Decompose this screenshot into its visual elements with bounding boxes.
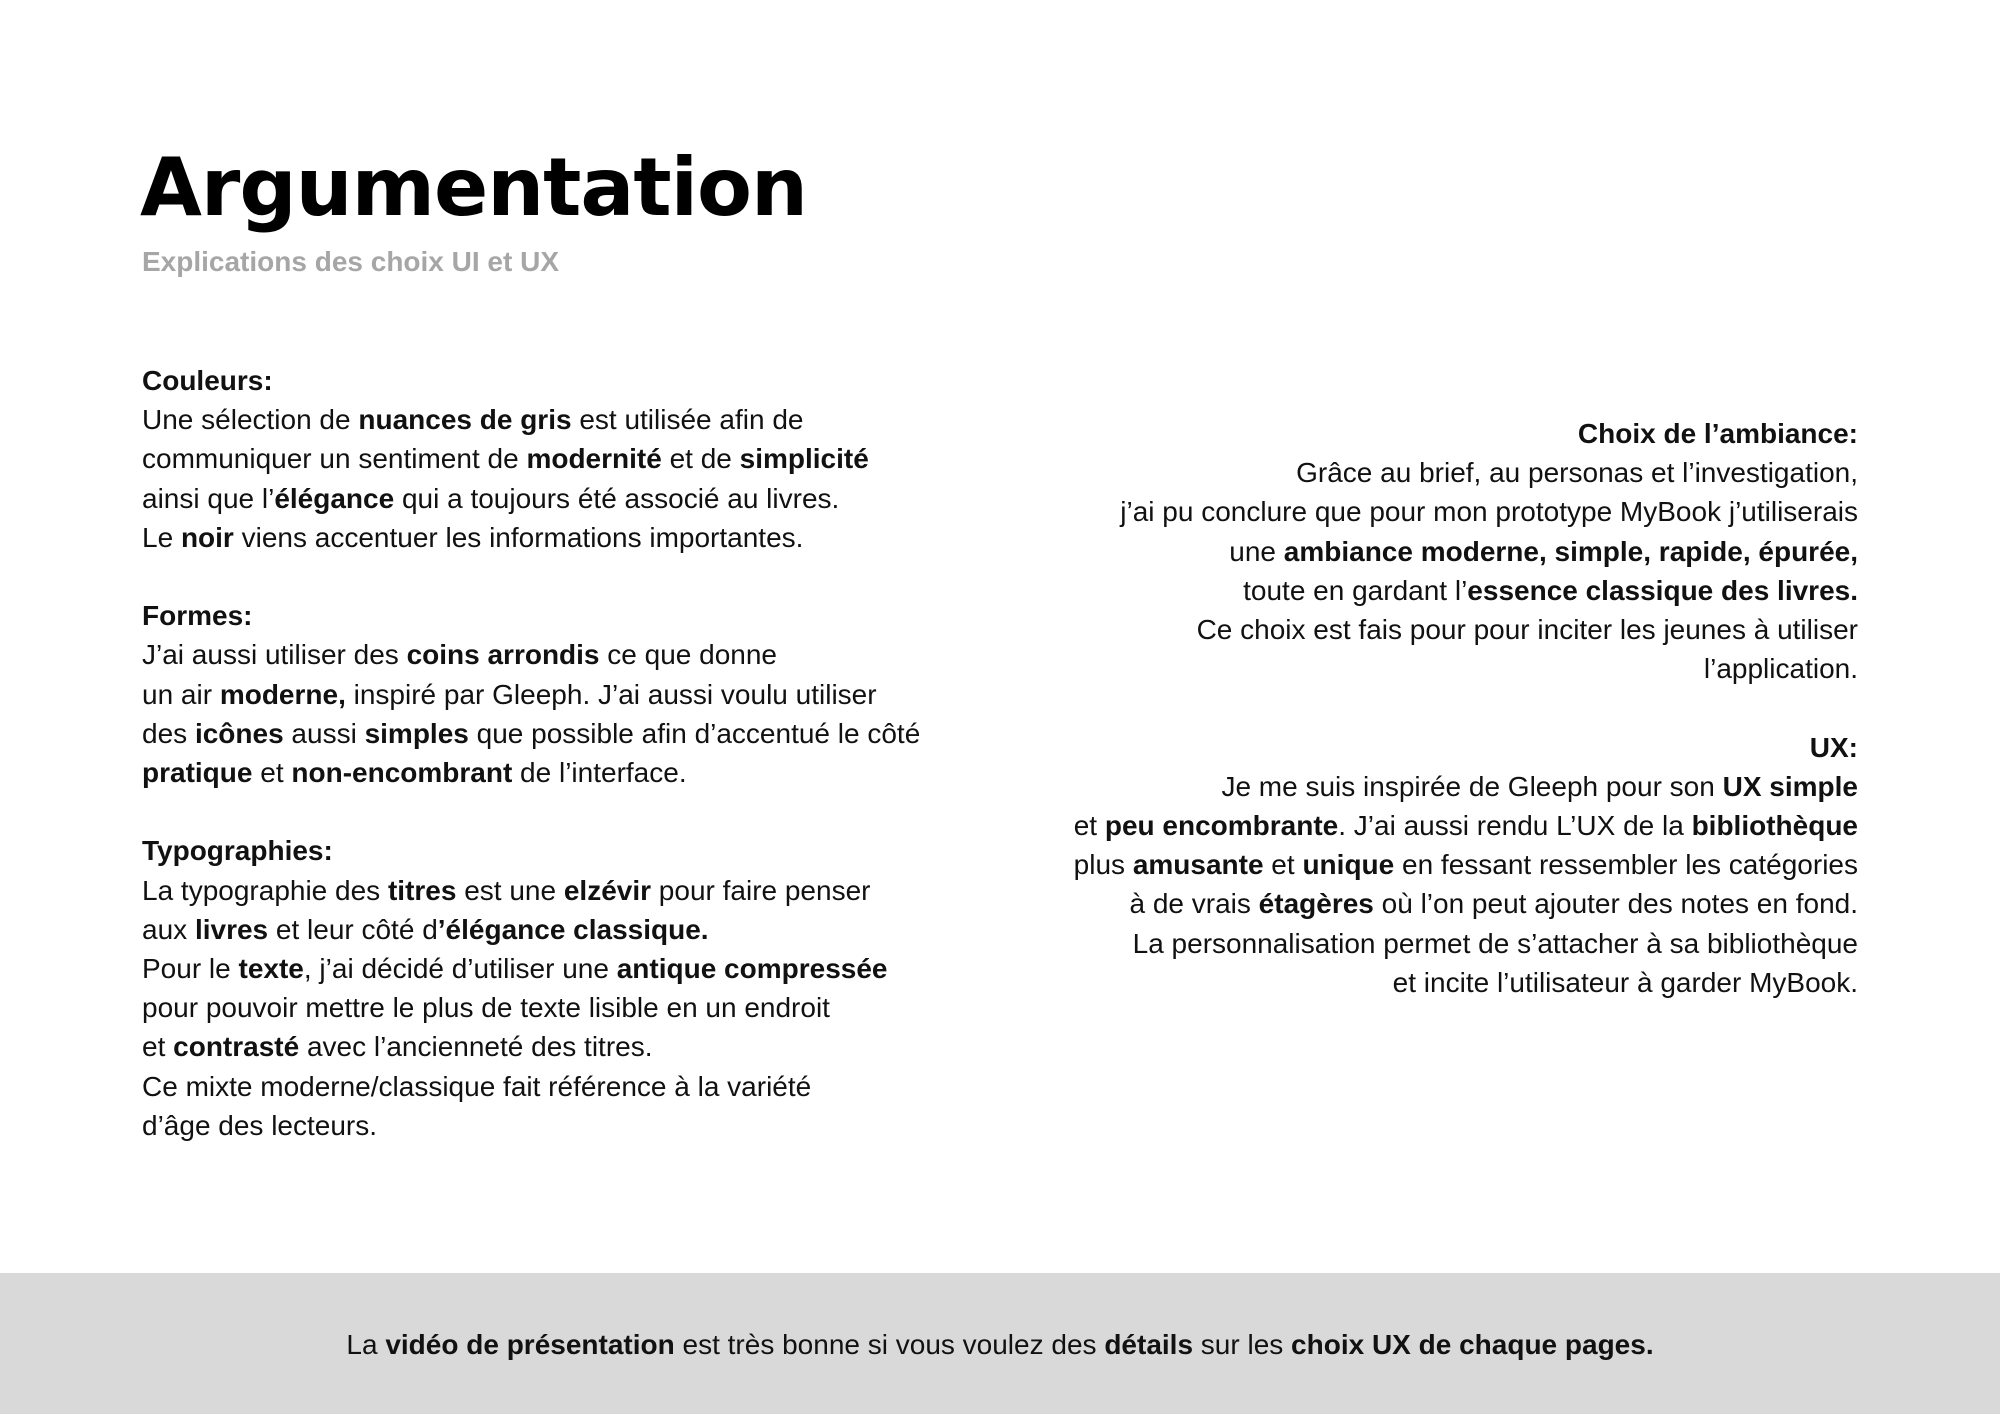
text-line bbox=[142, 439, 1002, 478]
text-segment: inspiré par Gleeph. J’ai aussi voulu utiliser bbox=[345, 678, 877, 710]
text-segment: Une sélection de bbox=[142, 404, 359, 436]
text-segment: en fessant ressembler les catégories bbox=[1394, 849, 1858, 881]
text-segment: que possible afin d’accentué le côté bbox=[468, 717, 921, 749]
text-segment: toute en gardant l’ bbox=[1243, 574, 1468, 606]
section-heading: Formes: bbox=[142, 600, 253, 632]
bold-text-segment: simplicité bbox=[739, 443, 869, 475]
text-segment: une bbox=[1229, 535, 1284, 567]
text-segment: pour faire penser bbox=[651, 874, 871, 906]
text-line bbox=[142, 714, 1002, 753]
text-segment: et de bbox=[661, 443, 740, 475]
bold-text-segment: nuances de gris bbox=[358, 404, 572, 436]
text-segment: , j’ai décidé d’utiliser une bbox=[303, 953, 617, 985]
text-segment: J’ai aussi utiliser des bbox=[142, 639, 407, 671]
bold-text-segment: unique bbox=[1302, 849, 1395, 881]
text-line bbox=[142, 400, 1002, 439]
text-segment: et bbox=[252, 757, 292, 789]
bold-text-segment: texte bbox=[238, 953, 304, 985]
text-segment: aussi bbox=[283, 717, 365, 749]
text-segment: Le bbox=[142, 521, 181, 553]
text-segment: La bbox=[346, 1329, 386, 1360]
bold-text-segment: élégance bbox=[274, 482, 395, 514]
text-line bbox=[980, 924, 1858, 963]
paragraph-spacer bbox=[142, 557, 1002, 596]
text-line bbox=[142, 635, 1002, 674]
text-segment: Pour le bbox=[142, 953, 239, 985]
text-segment: et bbox=[142, 1031, 174, 1063]
text-segment: à de vrais bbox=[1129, 888, 1259, 920]
section-heading: Choix de l’ambiance: bbox=[1577, 418, 1858, 449]
text-segment: qui a toujours été associé au livres. bbox=[394, 482, 840, 514]
bold-text-segment: coins arrondis bbox=[406, 639, 600, 671]
text-line bbox=[142, 871, 1002, 910]
footer-note bbox=[0, 1325, 2000, 1364]
bold-text-segment: essence classique des livres. bbox=[1467, 574, 1858, 606]
text-segment: . J’ai aussi rendu L’UX de la bbox=[1338, 810, 1692, 842]
text-line bbox=[980, 571, 1858, 610]
text-segment: Ce choix est fais pour pour inciter les jeunes à utiliser bbox=[1196, 614, 1858, 646]
bold-text-segment: antique compressée bbox=[616, 953, 888, 985]
text-segment: ce que donne bbox=[599, 639, 777, 671]
section-heading: Couleurs: bbox=[142, 365, 273, 396]
left-text-column bbox=[142, 361, 1002, 1145]
text-segment: l’application. bbox=[1703, 653, 1858, 685]
bold-text-segment: détails bbox=[1104, 1329, 1194, 1360]
footer-band bbox=[0, 1273, 2000, 1414]
bold-text-segment: titres bbox=[387, 874, 457, 906]
text-segment: La typographie des bbox=[142, 874, 388, 906]
text-segment: communiquer un sentiment de bbox=[142, 443, 527, 475]
text-segment: plus bbox=[1073, 849, 1133, 881]
bold-text-segment: vidéo de présentation bbox=[385, 1329, 675, 1360]
text-segment: La personnalisation permet de s’attacher à sa bibliothèque bbox=[1132, 927, 1858, 959]
bold-text-segment: moderne, bbox=[219, 678, 346, 710]
bold-text-segment: livres bbox=[194, 913, 269, 945]
page-title: Argumentation bbox=[140, 141, 807, 234]
text-segment: un air bbox=[142, 678, 220, 710]
text-line bbox=[980, 806, 1858, 845]
bold-text-segment: ’élégance classique. bbox=[437, 913, 709, 945]
text-segment: ainsi que l’ bbox=[142, 482, 275, 514]
text-segment: d’âge des lecteurs. bbox=[142, 1109, 378, 1141]
text-segment: viens accentuer les informations importantes. bbox=[233, 521, 804, 553]
text-segment: de l’interface. bbox=[512, 757, 687, 789]
text-line bbox=[142, 518, 1002, 557]
text-line bbox=[142, 1027, 1002, 1066]
bold-text-segment: non-encombrant bbox=[291, 757, 513, 789]
text-line bbox=[142, 753, 1002, 792]
text-segment: et leur côté d bbox=[268, 913, 438, 945]
text-line bbox=[142, 988, 1002, 1027]
text-line bbox=[980, 610, 1858, 649]
bold-text-segment: bibliothèque bbox=[1691, 810, 1858, 842]
bold-text-segment: choix UX de chaque pages. bbox=[1291, 1329, 1654, 1360]
text-segment: Grâce au brief, au personas et l’investigation, bbox=[1296, 457, 1858, 489]
text-line bbox=[142, 675, 1002, 714]
text-line bbox=[142, 479, 1002, 518]
bold-text-segment: simples bbox=[364, 717, 469, 749]
bold-text-segment: peu encombrante bbox=[1104, 810, 1339, 842]
bold-text-segment: elzévir bbox=[563, 874, 652, 906]
text-line bbox=[980, 649, 1858, 688]
text-line bbox=[142, 910, 1002, 949]
bold-text-segment: ambiance moderne, simple, rapide, épurée, bbox=[1283, 535, 1858, 567]
text-line bbox=[980, 767, 1858, 806]
text-line bbox=[980, 845, 1858, 884]
text-segment: j’ai pu conclure que pour mon prototype MyBook j’utiliserais bbox=[1120, 496, 1858, 528]
bold-text-segment: UX simple bbox=[1722, 770, 1858, 802]
text-line bbox=[980, 963, 1858, 1002]
paragraph-spacer bbox=[980, 688, 1858, 727]
text-segment: Je me suis inspirée de Gleeph pour son bbox=[1221, 770, 1723, 802]
text-segment: est très bonne si vous voulez des bbox=[674, 1329, 1105, 1360]
paragraph-spacer bbox=[142, 792, 1002, 831]
text-line bbox=[142, 1067, 1002, 1106]
text-segment: pour pouvoir mettre le plus de texte lisible en un endroit bbox=[142, 992, 830, 1024]
text-segment: sur les bbox=[1193, 1329, 1292, 1360]
text-segment: aux bbox=[142, 913, 195, 945]
bold-text-segment: contrasté bbox=[173, 1031, 300, 1063]
bold-text-segment: pratique bbox=[142, 757, 253, 789]
text-segment: et bbox=[1073, 810, 1105, 842]
bold-text-segment: étagères bbox=[1258, 888, 1374, 920]
text-segment: où l’on peut ajouter des notes en fond. bbox=[1373, 888, 1858, 920]
text-segment: est utilisée afin de bbox=[571, 404, 804, 436]
text-segment: Ce mixte moderne/classique fait référence à la variété bbox=[142, 1070, 812, 1102]
text-segment: est une bbox=[456, 874, 564, 906]
text-segment: des bbox=[142, 717, 195, 749]
section-heading: UX: bbox=[1809, 731, 1858, 763]
section-heading: Typographies: bbox=[142, 835, 333, 867]
text-segment: avec l’ancienneté des titres. bbox=[299, 1031, 653, 1063]
text-line bbox=[980, 492, 1858, 531]
bold-text-segment: amusante bbox=[1132, 849, 1264, 881]
bold-text-segment: noir bbox=[180, 521, 234, 553]
right-text-column bbox=[980, 414, 1858, 1002]
text-segment: et bbox=[1263, 849, 1303, 881]
text-line bbox=[142, 949, 1002, 988]
text-segment: et incite l’utilisateur à garder MyBook. bbox=[1392, 966, 1858, 998]
text-line bbox=[980, 453, 1858, 492]
text-line bbox=[980, 532, 1858, 571]
page-subtitle: Explications des choix UI et UX bbox=[142, 246, 560, 277]
text-line bbox=[980, 884, 1858, 923]
text-line bbox=[142, 1106, 1002, 1145]
bold-text-segment: icônes bbox=[194, 717, 284, 749]
bold-text-segment: modernité bbox=[526, 443, 662, 475]
